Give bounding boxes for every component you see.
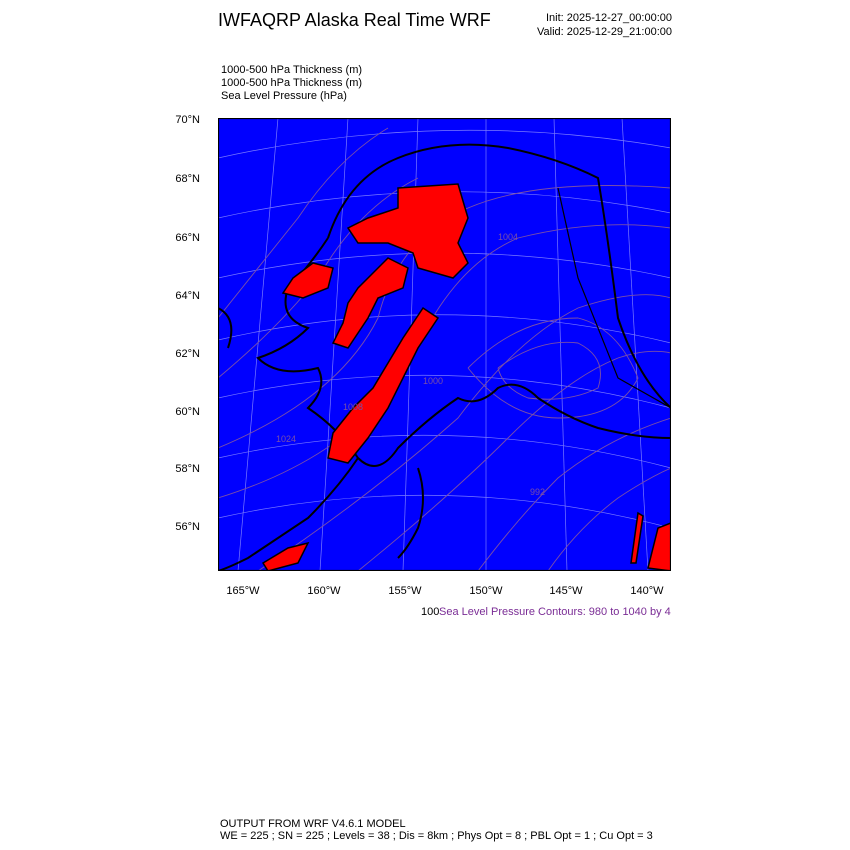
- lat-label-64: 64°N: [175, 290, 200, 302]
- lat-label-60: 60°N: [175, 406, 200, 418]
- lon-label-145: 145°W: [549, 585, 583, 597]
- contour-number: 100: [421, 606, 440, 618]
- contour-info-text: Sea Level Pressure Contours: 980 to 1040 by 4: [439, 606, 671, 618]
- lon-label-160: 160°W: [307, 585, 341, 597]
- lat-label-68: 68°N: [175, 173, 200, 185]
- slp-label-1004: 1004: [498, 232, 519, 242]
- lon-label-140: 140°W: [630, 585, 664, 597]
- field-label-thickness-1: 1000-500 hPa Thickness (m): [221, 64, 363, 76]
- slp-label-1008: 1008: [343, 402, 364, 412]
- field-label-slp: Sea Level Pressure (hPa): [221, 90, 347, 102]
- init-time: Init: 2025-12-27_00:00:00: [546, 12, 672, 24]
- lat-label-56: 56°N: [175, 521, 200, 533]
- lon-label-165: 165°W: [226, 585, 260, 597]
- field-label-thickness-2: 1000-500 hPa Thickness (m): [221, 77, 363, 89]
- lat-label-58: 58°N: [175, 463, 200, 475]
- lat-label-70: 70°N: [175, 114, 200, 126]
- lat-label-62: 62°N: [175, 348, 200, 360]
- slp-label-992: 992: [530, 487, 546, 497]
- slp-label-1024: 1024: [276, 434, 297, 444]
- page-title: IWFAQRP Alaska Real Time WRF: [218, 10, 491, 30]
- map-canvas: [218, 118, 671, 571]
- footer-model: OUTPUT FROM WRF V4.6.1 MODEL: [220, 818, 406, 830]
- lon-label-150: 150°W: [469, 585, 503, 597]
- slp-label-1000: 1000: [423, 376, 444, 386]
- lon-label-155: 155°W: [388, 585, 422, 597]
- lat-label-66: 66°N: [175, 232, 200, 244]
- map-panel: [218, 118, 671, 571]
- footer-settings: WE = 225 ; SN = 225 ; Levels = 38 ; Dis = 8km ; Phys Opt = 8 ; PBL Opt = 1 ; Cu Opt = 3: [220, 830, 653, 842]
- valid-time: Valid: 2025-12-29_21:00:00: [537, 26, 672, 38]
